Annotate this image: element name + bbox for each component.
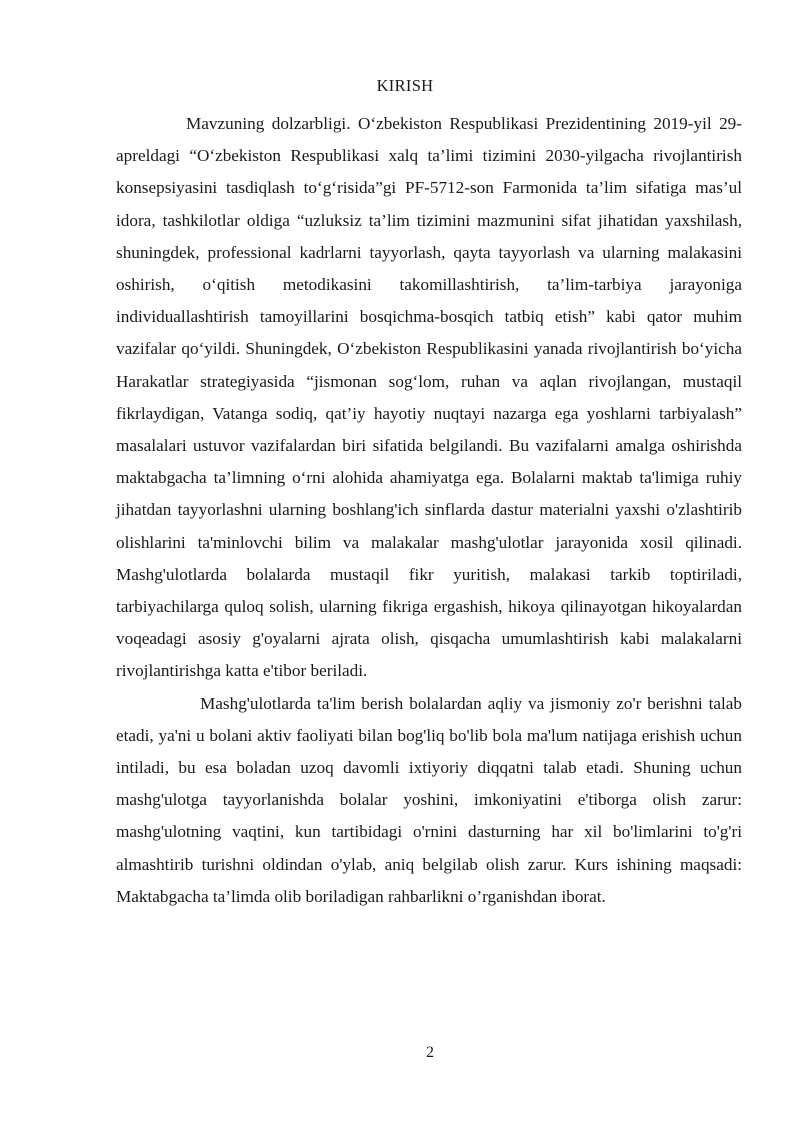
paragraph-1: Mavzuning dolzarbligi. O‘zbekiston Respublikasi Prezidentining 2019-yil 29-apreldagi “O‘zbekiston Respublikasi xalq ta’limi tizimini 2030-yilgacha rivojlantirish konsepsiyasini tasdiqlash to‘g‘risida”gi PF-5712-son Farmonida ta’lim sifatiga mas’ul idora, tashkilotlar oldiga “uzluksiz ta’lim tizimini mazmunini sifat jihatidan yaxshilash, shuningdek, professional kadrlarni tayyorlash, qayta tayyorlash va ularning malakasini oshirish, o‘qitish metodikasini takomillashtirish, ta’lim-tarbiya jarayoniga individuallashtirish tamoyillarini bosqichma-bosqich tatbiq etish” kabi qator muhim vazifalar qo‘yildi. Shuningdek, O‘zbekiston Respublikasini yanada rivojlantirish bo‘yicha Harakatlar strategiyasida “jismonan sog‘lom, ruhan va aqlan rivojlangan, mustaqil fikrlaydigan, Vatanga sodiq, qat’iy hayotiy nuqtayi nazarga ega yoshlarni tarbiyalash” masalalari ustuvor vazifalardan biri sifatida belgilandi. Bu vazifalarni amalga oshirishda maktabgacha ta’limning o‘rni alohida ahamiyatga ega. Bolalarni maktab ta'limiga ruhiy jihatdan tayyorlashni ularning boshlang'ich sinflarda dastur materialni yaxshi o'zlashtirib olishlarini ta'minlovchi bilim va malakalar mashg'ulotlar jarayonida xosil qilinadi. Mashg'ulotlarda bolalarda mustaqil fikr yuritish, malakasi tarkib toptiriladi, tarbiyachilarga quloq solish, ularning fikriga ergashish, hikoya qilinayotgan hikoyalardan voqeadagi asosiy g'oyalarni ajrata olish, qisqacha umumlashtirish kabi malakalarni rivojlantirishga katta e'tibor beriladi. [116, 114, 742, 681]
body-text [116, 108, 742, 913]
page-number: 2 [426, 1044, 434, 1061]
section-heading: KIRISH [376, 76, 434, 95]
paragraph-2: Mashg'ulotlarda ta'lim berish bolalardan aqliy va jismoniy zo'r berishni talab etadi, ya'ni u bolani aktiv faoliyati bilan bog'liq bo'lib bola ma'lum natijaga erishish uchun intiladi, bu esa boladan uzoq davomli ixtiyoriy diqqatni talab etadi. Shuning uchun mashg'ulotga tayyorlanishda bolalar yoshini, imkoniyatini e'tiborga olish zarur: mashg'ulotning vaqtini, kun tartibidagi o'rnini dasturning har xil bo'limlarini to'g'ri almashtirib turishni oldindan o'ylab, aniq belgilab olish zarur. Kurs ishining maqsadi: Maktabgacha ta’limda olib boriladigan rahbarlikni o’rganishdan iborat. [116, 693, 742, 906]
